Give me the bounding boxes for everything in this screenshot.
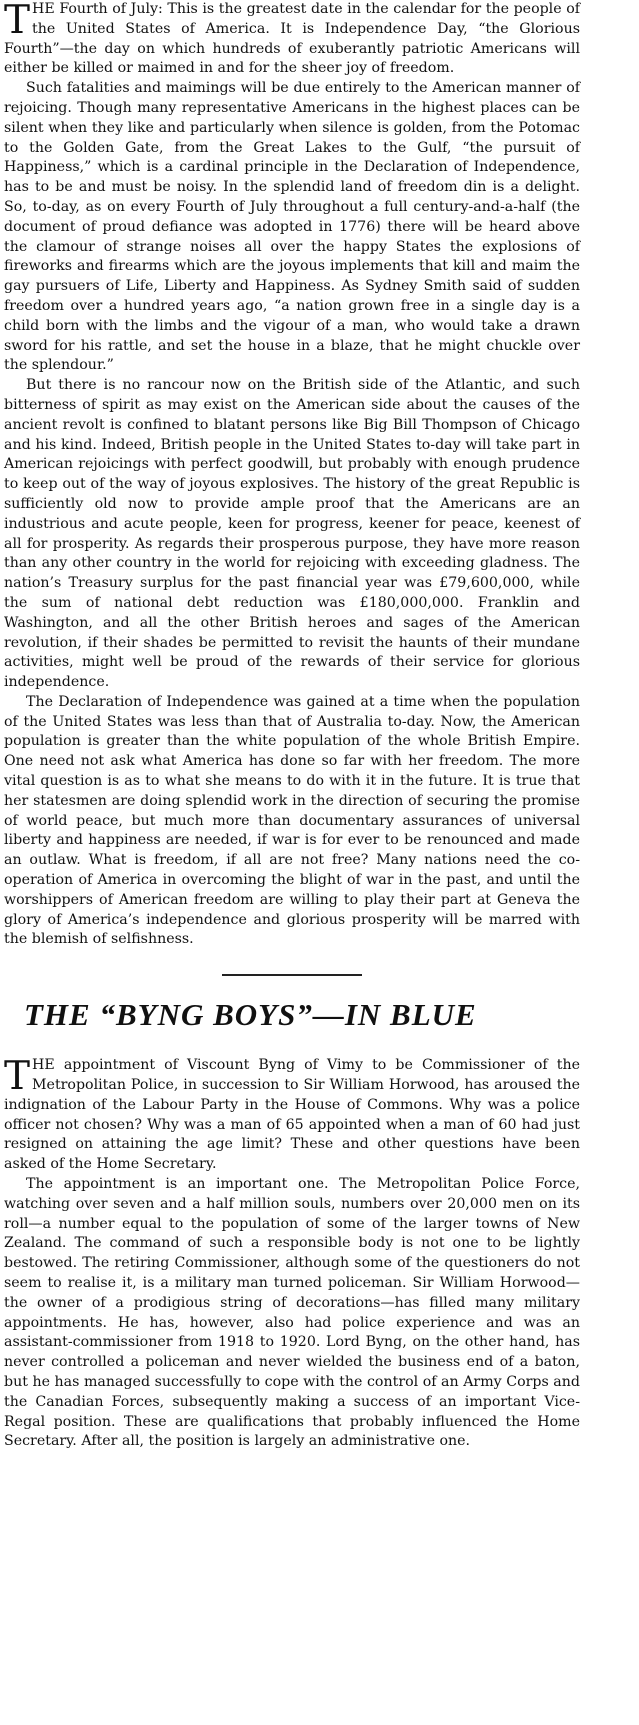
section-divider	[222, 974, 362, 976]
article-paragraph: The Declaration of Independence was gained at a time when the population of the United States was less than that of Australia to-day. Now, the American population is greater than the white population of the whole British Empire. One need not ask what America has done so far with her freedom. The more vital question is as to what she means to do with it in the future. It is true that her statesmen are doing splendid work in the direction of securing the promise of world peace, but much more than documentary assurances of universal liberty and happiness are needed, if war is for ever to be renounced and made an outlaw. What is freedom, if all are not free? Many nations need the co-operation of America in overcoming the blight of war in the past, and until the worshippers of American freedom are willing to play their part at Geneva the glory of America’s independence and glorious prosperity will be marred with the blemish of selfishness.	[4, 693, 580, 948]
article-headline: THE “BYNG BOYS”—IN BLUE	[24, 997, 477, 1033]
paragraph-text: HE Fourth of July: This is the greatest date in the calendar for the people of the United States of America. It is Independence Day, “the Glorious Fourth”—the day on which hundreds of exuberantly patriotic Americans will either be killed or maimed in and for the sheer joy of freedom.	[4, 1, 580, 77]
article-paragraph: The appointment is an important one. The Metropolitan Police Force, watching over seven and a half million souls, numbers over 20,000 men on its roll—a number equal to the population of some of the larger towns of New Zealand. The command of such a responsible body is not one to be lightly bestowed. The retiring Commissioner, although some of the questioners do not seem to realise it, is a military man turned policeman. Sir William Horwood—the owner of a prodigious string of decorations—has filled many military appointments. He has, however, also had police experience and was an assistant-commissioner from 1918 to 1920. Lord Byng, on the other hand, has never controlled a policeman and never wielded the business end of a baton, but he has managed successfully to cope with the control of an Army Corps and the Canadian Forces, subsequently making a success of an important Vice-Regal position. These are qualifications that probably influenced the Home Secretary. After all, the position is largely an administrative one.	[4, 1176, 580, 1450]
article-byng-boys	[4, 1056, 580, 1452]
article-paragraph	[4, 1056, 580, 1175]
paragraph-text: HE appointment of Viscount Byng of Vimy to be Commissioner of the Metropolitan Police, in succession to Sir William Horwood, has aroused the indignation of the Labour Party in the House of Commons. Why was a police officer not chosen? Why was a man of 65 appointed when a man of 60 had just resigned on attaining the age limit? These and other questions have been asked of the Home Secretary.	[4, 1057, 580, 1173]
drop-cap: T	[4, 0, 31, 43]
article-paragraph: Such fatalities and maimings will be due entirely to the American manner of rejoicing. Though many representative Americans in the highest places can be silent when they like and particularly when silence is golden, from the Potomac to the Golden Gate, from the Great Lakes to the Gulf, “the pursuit of Happiness,” which is a cardinal principle in the Declaration of Independence, has to be and must be noisy. In the splendid land of freedom din is a delight. So, to-day, as on every Fourth of July throughout a full century-and-a-half (the document of proud defiance was adopted in 1776) there will be heard above the clamour of strange noises all over the happy States the explosions of fireworks and firearms which are the joyous implements that kill and maim the gay pursuers of Life, Liberty and Happiness. As Sydney Smith said of sudden freedom over a hundred years ago, “a nation grown free in a single day is a child born with the limbs and the vigour of a man, who would take a drawn sword for his rattle, and set the house in a blaze, that he might chuckle over the splendour.”	[4, 80, 580, 374]
drop-cap: T	[4, 1054, 31, 1100]
article-paragraph: But there is no rancour now on the British side of the Atlantic, and such bitterness of spirit as may exist on the American side about the causes of the ancient revolt is confined to blatant persons like Big Bill Thompson of Chicago and his kind. Indeed, British people in the United States to-day will take part in American rejoicings with perfect goodwill, but probably with enough prudence to keep out of the way of joyous explosives. The history of the great Republic is sufficiently old now to provide ample proof that the Americans are an industrious and acute people, keen for progress, keener for peace, keenest of all for prosperity. As regards their prosperous purpose, they have more reason than any other country in the world for rejoicing with exceeding gladness. The nation’s Treasury surplus for the past financial year was £79,600,000, while the sum of national debt reduction was £180,000,000. Franklin and Washington, and all the other British heroes and sages of the American revolution, if their shades be permitted to revisit the haunts of their mundane activities, might well be proud of the rewards of their service for glorious independence.	[4, 377, 580, 691]
newspaper-page	[4, 0, 580, 1452]
article-fourth-of-july	[4, 0, 580, 950]
article-paragraph	[4, 0, 580, 79]
